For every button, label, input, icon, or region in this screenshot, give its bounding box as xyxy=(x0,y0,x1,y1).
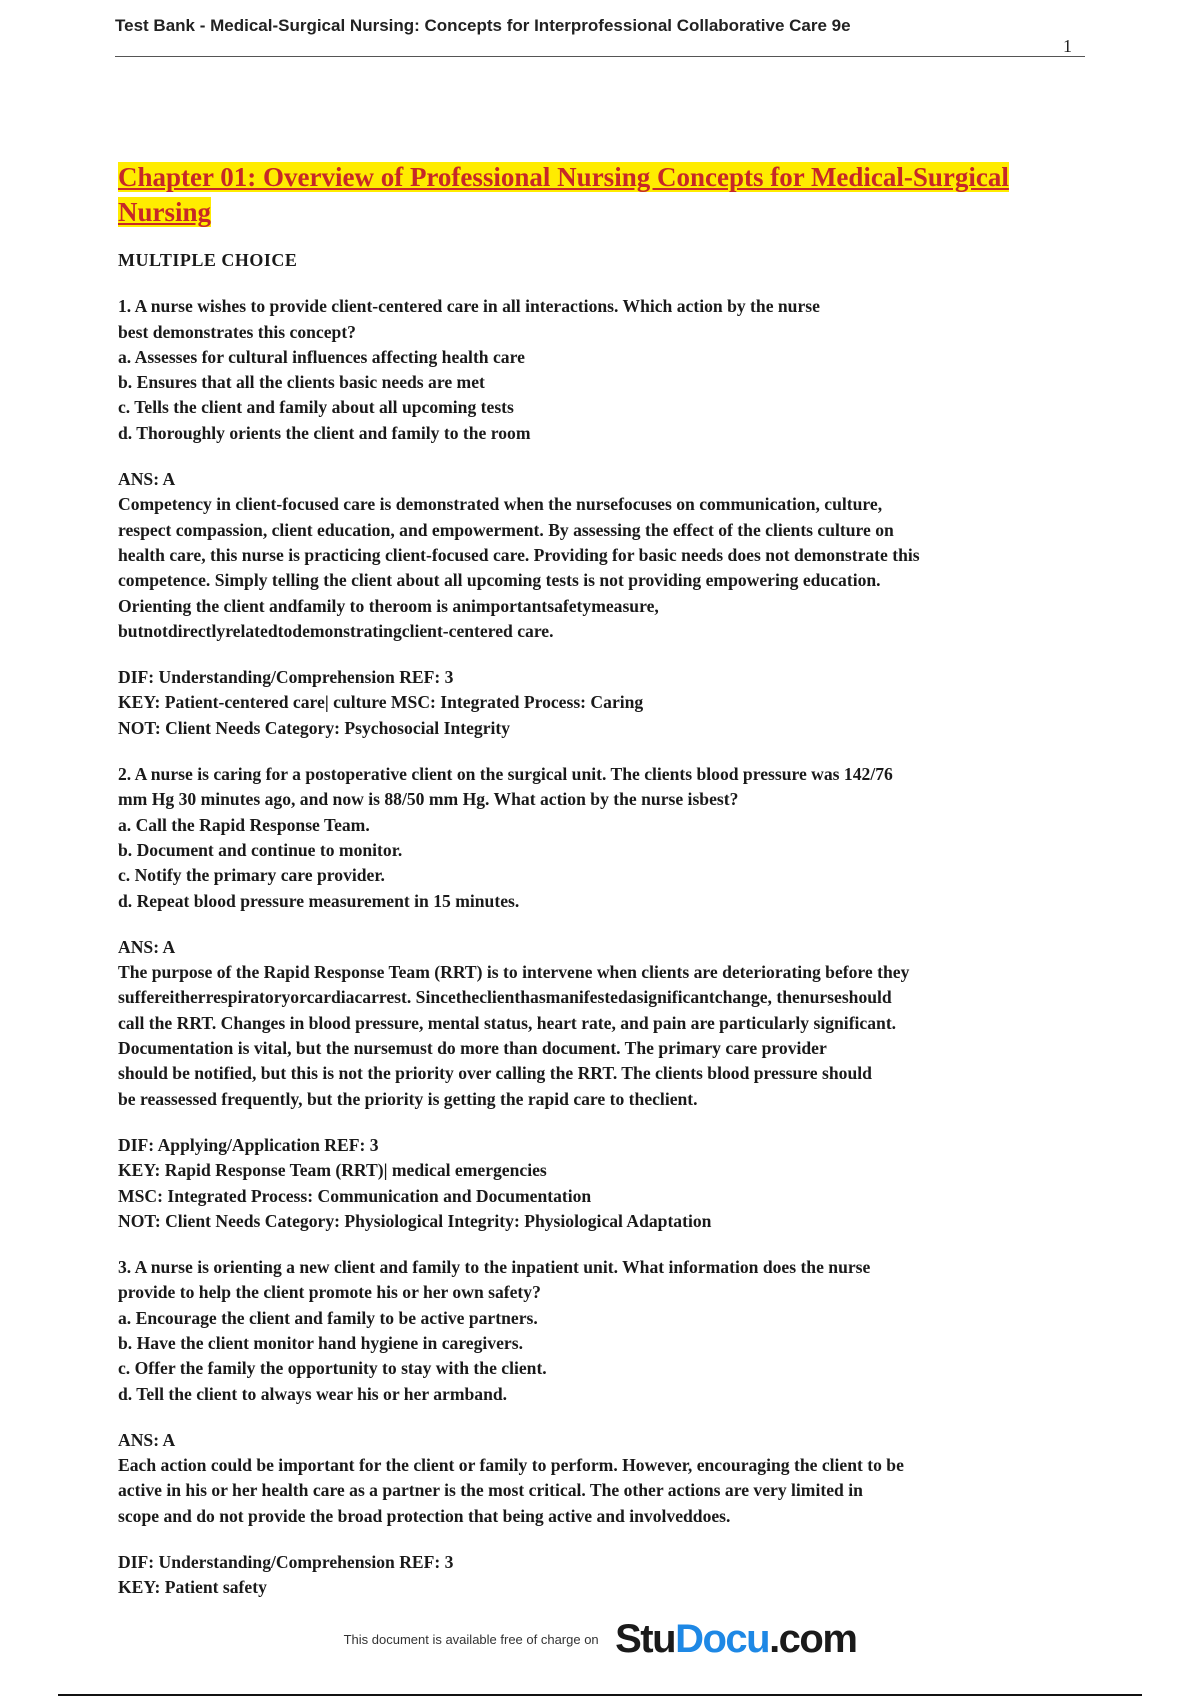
rationale-line: respect compassion, client education, and empowerment. By assessing the effect of the clients culture on xyxy=(118,519,894,540)
question-1 xyxy=(118,294,1088,741)
document-body xyxy=(118,160,1088,1622)
rationale-line: The purpose of the Rapid Response Team (RRT) is to intervene when clients are deteriorating before they xyxy=(118,962,910,983)
question-stem-and-options xyxy=(118,294,1088,446)
answer-option: a. Call the Rapid Response Team. xyxy=(118,814,370,835)
metadata-line: DIF: Understanding/Comprehension REF: 3 xyxy=(118,667,454,688)
rationale-line: Each action could be important for the client or family to perform. However, encouraging the client to be xyxy=(118,1455,904,1476)
question-stem-line: mm Hg 30 minutes ago, and now is 88/50 mm Hg. What action by the nurse isbest? xyxy=(118,789,739,810)
metadata-line: DIF: Understanding/Comprehension REF: 3 xyxy=(118,1552,454,1573)
answer-option: d. Repeat blood pressure measurement in 15 minutes. xyxy=(118,890,520,911)
metadata-line: NOT: Client Needs Category: Physiological Integrity: Physiological Adaptation xyxy=(118,1210,712,1231)
metadata-line: MSC: Integrated Process: Communication and Documentation xyxy=(118,1185,592,1206)
answer-option: b. Have the client monitor hand hygiene in caregivers. xyxy=(118,1332,523,1353)
question-stem-line: 1. A nurse wishes to provide client-centered care in all interactions. Which action by the nurse xyxy=(118,296,820,317)
rationale-line: be reassessed frequently, but the priority is getting the rapid care to theclient. xyxy=(118,1088,698,1109)
rationale-line: Competency in client-focused care is demonstrated when the nursefocuses on communication, culture, xyxy=(118,494,883,515)
rationale-line: scope and do not provide the broad protection that being active and involveddoes. xyxy=(118,1505,731,1526)
answer-option: c. Tells the client and family about all upcoming tests xyxy=(118,397,514,418)
rationale-line: Documentation is vital, but the nursemust do more than document. The primary care provider xyxy=(118,1038,827,1059)
answer-option: b. Document and continue to monitor. xyxy=(118,839,403,860)
rationale-line: call the RRT. Changes in blood pressure, mental status, heart rate, and pain are particularly significant. xyxy=(118,1012,897,1033)
footer-note: This document is available free of charge on xyxy=(343,1632,599,1647)
rationale-line: Orienting the client andfamily to theroom is animportantsafetymeasure, xyxy=(118,595,659,616)
answer-option: b. Ensures that all the clients basic needs are met xyxy=(118,372,485,393)
footer xyxy=(0,1617,1200,1662)
metadata-line: KEY: Rapid Response Team (RRT)| medical emergencies xyxy=(118,1160,547,1181)
rationale-line: competence. Simply telling the client about all upcoming tests is not providing empowering education. xyxy=(118,570,881,591)
metadata-line: KEY: Patient safety xyxy=(118,1577,267,1598)
rationale-line: active in his or her health care as a partner is the most critical. The other actions are very limited in xyxy=(118,1480,863,1501)
running-header: Test Bank - Medical-Surgical Nursing: Concepts for Interprofessional Collaborative Care 9e xyxy=(115,16,851,35)
question-3 xyxy=(118,1255,1088,1601)
page-number: 1 xyxy=(1063,36,1072,56)
answer-key: ANS: A xyxy=(118,1429,176,1450)
answer-rationale xyxy=(118,1428,1088,1529)
rationale-line: suffereitherrespiratoryorcardiacarrest. Sincetheclienthasmanifestedasignificantchange, thenurseshould xyxy=(118,987,892,1008)
question-metadata xyxy=(118,1133,1088,1234)
question-list xyxy=(118,294,1088,1600)
answer-option: c. Offer the family the opportunity to stay with the client. xyxy=(118,1358,547,1379)
question-metadata xyxy=(118,1550,1088,1601)
answer-option: a. Assesses for cultural influences affecting health care xyxy=(118,346,525,367)
question-stem-line: 2. A nurse is caring for a postoperative client on the surgical unit. The clients blood pressure was 142/76 xyxy=(118,764,893,785)
question-stem-line: best demonstrates this concept? xyxy=(118,321,356,342)
question-metadata xyxy=(118,665,1088,741)
question-2 xyxy=(118,762,1088,1234)
answer-rationale xyxy=(118,935,1088,1112)
studocu-logo[interactable]: StuDocu.com xyxy=(615,1617,857,1661)
header-divider xyxy=(115,56,1085,57)
question-stem-line: provide to help the client promote his or her own safety? xyxy=(118,1282,541,1303)
answer-option: c. Notify the primary care provider. xyxy=(118,865,385,886)
answer-option: d. Tell the client to always wear his or her armband. xyxy=(118,1383,508,1404)
question-stem-and-options xyxy=(118,1255,1088,1407)
metadata-line: DIF: Applying/Application REF: 3 xyxy=(118,1134,379,1155)
rationale-line: should be notified, but this is not the priority over calling the RRT. The clients blood pressure should xyxy=(118,1063,872,1084)
answer-option: a. Encourage the client and family to be active partners. xyxy=(118,1307,538,1328)
metadata-line: NOT: Client Needs Category: Psychosocial Integrity xyxy=(118,717,511,738)
rationale-line: health care, this nurse is practicing client-focused care. Providing for basic needs does not demonstrate this xyxy=(118,544,920,565)
answer-key: ANS: A xyxy=(118,469,176,490)
metadata-line: KEY: Patient-centered care| culture MSC: Integrated Process: Caring xyxy=(118,692,644,713)
question-stem-and-options xyxy=(118,762,1088,914)
answer-key: ANS: A xyxy=(118,936,176,957)
section-heading: MULTIPLE CHOICE xyxy=(118,250,298,270)
chapter-title: Chapter 01: Overview of Professional Nursing Concepts for Medical-Surgical Nursing xyxy=(118,162,1009,227)
answer-rationale xyxy=(118,467,1088,644)
answer-option: d. Thoroughly orients the client and family to the room xyxy=(118,422,531,443)
rationale-line: butnotdirectlyrelatedtodemonstratingclient-centered care. xyxy=(118,620,554,641)
question-stem-line: 3. A nurse is orienting a new client and family to the inpatient unit. What information does the nurse xyxy=(118,1257,871,1278)
bottom-divider xyxy=(58,1694,1142,1696)
